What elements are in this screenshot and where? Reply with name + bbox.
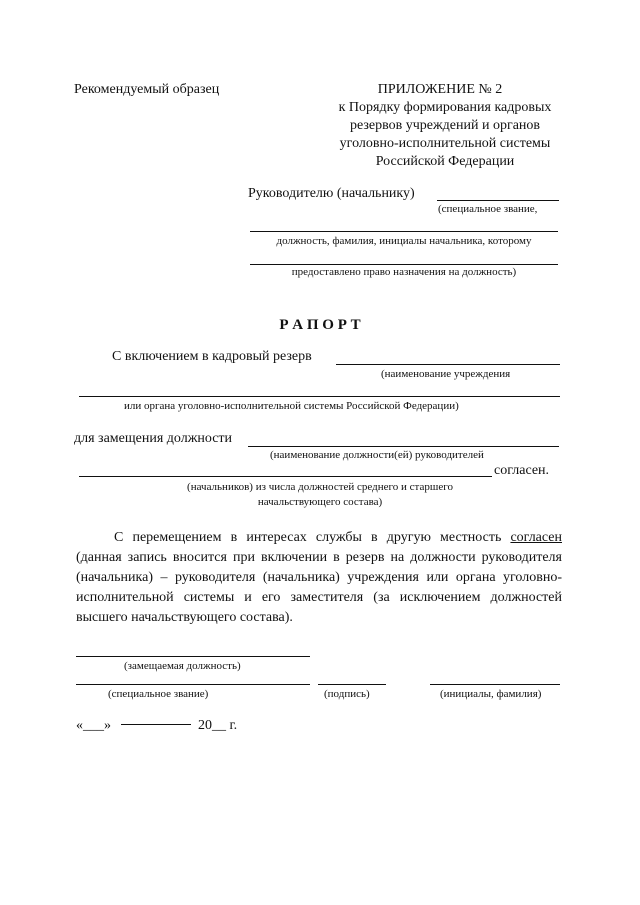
relocation-rest: (данная запись вносится при включении в резерв на должности руководителя (начальника) – руководителя (начальника) учреждения или органа уголовно-исполнительной системы и его заместителя (за исключением должностей высшего начальствующего состава).: [76, 550, 562, 625]
addressee-hint-authority: предоставлено право назначения на должность): [291, 266, 517, 278]
date-open-quote: «: [76, 718, 83, 733]
held-position-hint: (замещаемая должность): [124, 660, 241, 672]
reserve-hint-organ: или органа уголовно-исполнительной системы Российской Федерации): [124, 400, 459, 412]
position-input-line[interactable]: [248, 446, 559, 447]
appendix-line-1: к Порядку формирования кадровых: [338, 100, 552, 115]
position-hint-staff: начальствующего состава): [257, 496, 383, 508]
date-year-blank[interactable]: __: [212, 718, 226, 733]
appendix-line-3: уголовно-исполнительной системы: [339, 136, 551, 151]
full-name-input-line[interactable]: [430, 684, 560, 685]
recommended-sample-label: Рекомендуемый образец: [74, 82, 220, 97]
signature-hint: (подпись): [324, 688, 370, 700]
agree-text: согласен.: [494, 463, 550, 478]
reserve-input-line[interactable]: [336, 364, 560, 365]
addressee-hint-rank: (специальное звание,: [438, 203, 538, 215]
position-hint-name: (наименование должности(ей) руководителей: [270, 449, 484, 461]
appendix-line-4: Российской Федерации: [375, 154, 515, 169]
full-name-hint: (инициалы, фамилия): [440, 688, 542, 700]
addressee-label: Руководителю (начальнику): [248, 186, 415, 201]
reserve-input-line-2[interactable]: [79, 396, 560, 397]
position-input-line-2[interactable]: [79, 476, 492, 477]
date-field[interactable]: [76, 718, 237, 734]
signature-input-line[interactable]: [318, 684, 386, 685]
relocation-agree: согласен: [510, 530, 562, 545]
addressee-hint-position: должность, фамилия, инициалы начальника, которому: [276, 235, 532, 247]
relocation-lead: С перемещением в интересах службы в другую местность: [114, 530, 502, 545]
held-position-input-line[interactable]: [76, 656, 310, 657]
addressee-input-line-3[interactable]: [250, 264, 558, 265]
rank-hint: (специальное звание): [108, 688, 209, 700]
reserve-hint-institution: (наименование учреждения: [381, 368, 511, 380]
position-label: для замещения должности: [74, 431, 233, 446]
rank-input-line[interactable]: [76, 684, 310, 685]
relocation-paragraph-first-line: [76, 528, 562, 628]
appendix-line-2: резервов учреждений и органов: [349, 118, 541, 133]
relocation-paragraph: [76, 528, 562, 628]
addressee-input-line-2[interactable]: [250, 231, 558, 232]
appendix-title: ПРИЛОЖЕНИЕ № 2: [377, 82, 503, 97]
date-year-prefix: 20: [198, 718, 212, 733]
position-hint-chiefs: (начальников) из числа должностей среднего и старшего: [187, 481, 453, 493]
document-title: Р А П О Р Т: [279, 317, 361, 333]
addressee-input-line[interactable]: [437, 200, 559, 201]
date-close-quote: »: [104, 718, 111, 733]
date-month-line[interactable]: [121, 724, 191, 725]
reserve-label: С включением в кадровый резерв: [112, 349, 312, 364]
date-day-blank[interactable]: ___: [83, 718, 104, 733]
date-year-suffix: г.: [229, 718, 238, 733]
